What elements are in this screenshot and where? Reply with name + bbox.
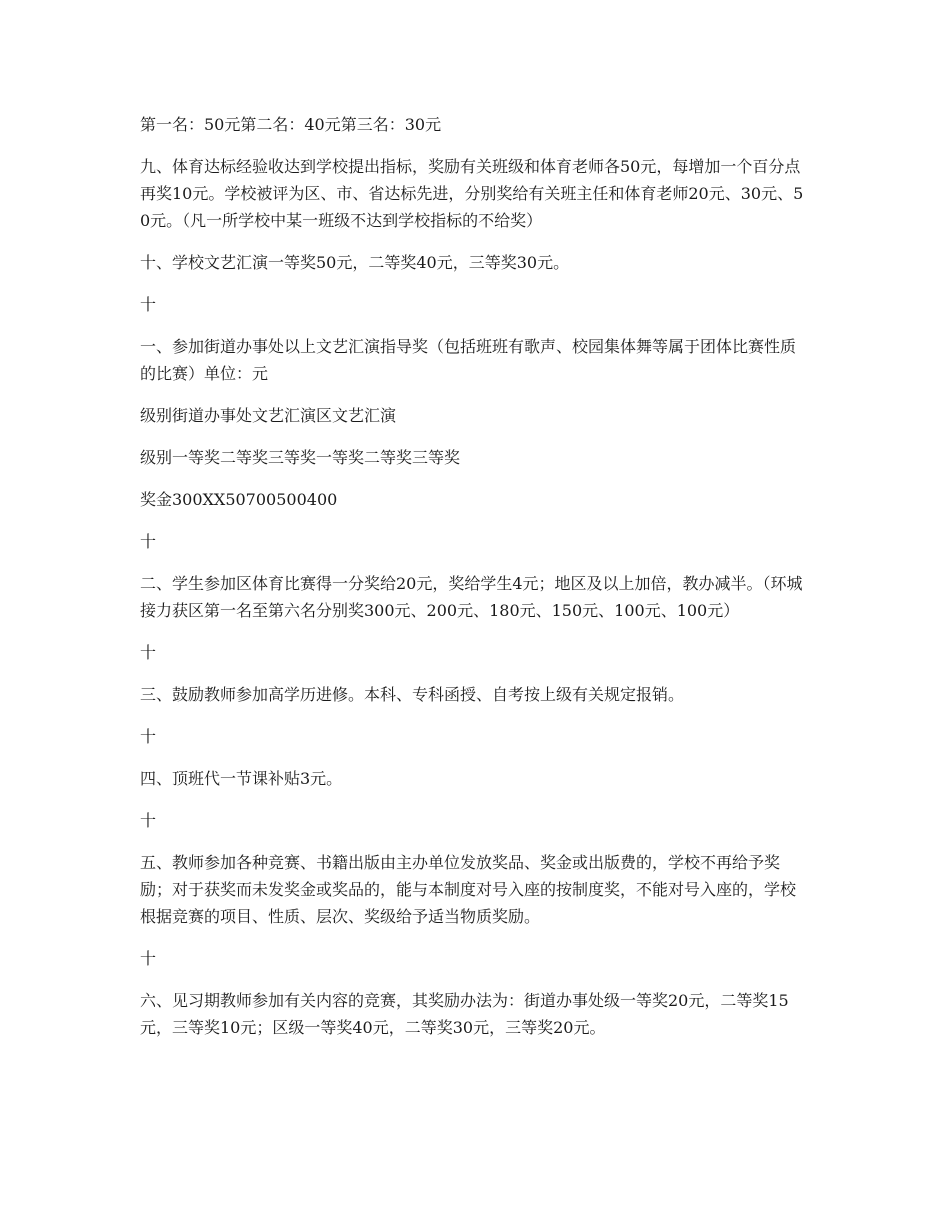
paragraph-item-9: 九、体育达标经验收达到学校提出指标，奖励有关班级和体育老师各50元，每增加一个百分点再奖10元。学校被评为区、市、省达标先进，分别奖给有关班主任和体育老师20元、30元、50元。（凡一所学校中某一班级不达到学校指标的不给奖）	[140, 157, 804, 230]
paragraph-numeral-ten: 十	[140, 295, 157, 314]
paragraph-numeral-ten: 十	[140, 532, 157, 551]
paragraph-item-16: 六、见习期教师参加有关内容的竞赛，其奖励办法为：街道办事处级一等奖20元，二等奖15元，三等奖10元；区级一等奖40元，二等奖30元，三等奖20元。	[140, 991, 789, 1037]
paragraph-item-15: 五、教师参加各种竞赛、书籍出版由主办单位发放奖品、奖金或出版费的，学校不再给予奖励；对于获奖而未发奖金或奖品的，能与本制度对号入座的按制度奖，不能对号入座的，学校根据竞赛的项目、性质、层次、奖级给予适当物质奖励。	[140, 853, 797, 926]
paragraph-item-14: 四、顶班代一节课补贴3元。	[140, 769, 343, 788]
paragraph-numeral-ten: 十	[140, 949, 157, 968]
paragraph-numeral-ten: 十	[140, 727, 157, 746]
document-page	[140, 111, 810, 1056]
paragraph-level-prizes: 级别一等奖二等奖三等奖一等奖二等奖三等奖	[140, 448, 461, 467]
paragraph-item-12: 二、学生参加区体育比赛得一分奖给20元，奖给学生4元；地区及以上加倍，教办减半。（环城接力获区第一名至第六名分别奖300元、200元、180元、150元、100元、100元）	[140, 574, 803, 620]
paragraph-numeral-ten: 十	[140, 811, 157, 830]
paragraph-item-11: 一、参加街道办事处以上文艺汇演指导奖（包括班班有歌声、校园集体舞等属于团体比赛性质的比赛）单位：元	[140, 337, 797, 383]
paragraph-level-header: 级别街道办事处文艺汇演区文艺汇演	[140, 406, 397, 425]
paragraph-item-13: 三、鼓励教师参加高学历进修。本科、专科函授、自考按上级有关规定报销。	[140, 685, 685, 704]
paragraph-item-10: 十、学校文艺汇演一等奖50元，二等奖40元，三等奖30元。	[140, 253, 570, 272]
paragraph-numeral-ten: 十	[140, 643, 157, 662]
paragraph-bonus-amounts: 奖金300XX50700500400	[140, 490, 338, 509]
paragraph-prize-amounts: 第一名：50元第二名：40元第三名：30元	[140, 115, 442, 134]
